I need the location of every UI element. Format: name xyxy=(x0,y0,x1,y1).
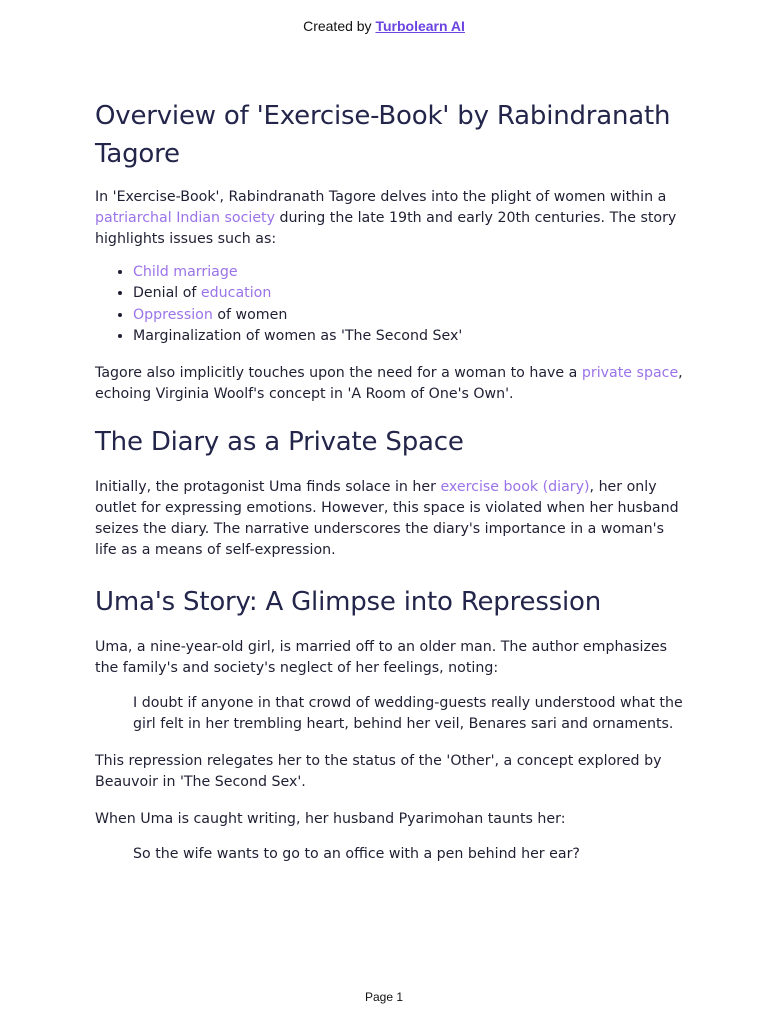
closing-paragraph xyxy=(95,363,685,405)
section-title-overview: Overview of 'Exercise-Book' by Rabindranath Tagore xyxy=(95,101,671,169)
block-quote-taunt: So the wife wants to go to an office with a pen behind her ear? xyxy=(133,846,580,863)
highlight-patriarchal-society: patriarchal Indian society xyxy=(95,210,276,226)
taunt-paragraph: When Uma is caught writing, her husband Pyarimohan taunts her: xyxy=(95,811,566,828)
diary-text-b: , her only outlet for expressing emotions. However, this space is violated when her husband seizes the diary. The narrative underscores the diary's importance in a woman's life as a means of self-expression. xyxy=(95,479,679,559)
closing-text-a: Tagore also implicitly touches upon the need for a woman to have a xyxy=(95,365,582,382)
bullet-text: of women xyxy=(212,306,288,323)
highlight-education: education xyxy=(200,285,272,302)
diary-text-a: Initially, the protagonist Uma finds solace in her xyxy=(95,479,441,496)
intro-text-b: during the late 19th and early 20th centuries. The story highlights issues such as: xyxy=(95,210,677,247)
bullet-text: Marginalization of women as 'The Second Sex' xyxy=(133,327,463,344)
highlight-exercise-book: exercise book (diary) xyxy=(440,479,590,496)
list-item xyxy=(133,305,685,326)
uma-paragraph: Uma, a nine-year-old girl, is married off to an older man. The author emphasizes the family's and society's neglect of her feelings, noting: xyxy=(95,639,668,677)
credit-prefix: Created by xyxy=(303,18,376,34)
diary-paragraph xyxy=(95,477,685,561)
list-item xyxy=(133,262,685,283)
document-body xyxy=(95,95,685,865)
list-item xyxy=(133,326,685,347)
highlight-child-marriage: Child marriage xyxy=(133,264,238,280)
credit-line xyxy=(0,18,768,34)
highlight-private-space: private space xyxy=(581,365,679,382)
section-title-diary: The Diary as a Private Space xyxy=(95,427,464,458)
intro-text-a: In 'Exercise-Book', Rabindranath Tagore delves into the plight of women within a xyxy=(95,189,667,205)
highlight-oppression: Oppression xyxy=(133,306,213,323)
section-title-uma-story: Uma's Story: A Glimpse into Repression xyxy=(95,587,602,618)
repression-paragraph: This repression relegates her to the status of the 'Other', a concept explored by Beauvoir in 'The Second Sex'. xyxy=(95,753,662,791)
closing-text-b: , echoing Virginia Woolf's concept in 'A Room of One's Own'. xyxy=(95,365,683,403)
issues-list xyxy=(95,262,685,347)
list-item xyxy=(133,283,685,304)
block-quote-wedding: I doubt if anyone in that crowd of wedding-guests really understood what the girl felt in her trembling heart, behind her veil, Benares sari and ornaments. xyxy=(133,695,683,733)
bullet-text: Denial of xyxy=(133,285,201,302)
intro-paragraph xyxy=(95,187,685,250)
page-number: Page 1 xyxy=(364,990,404,1004)
turbolearn-link[interactable]: Turbolearn AI xyxy=(375,18,465,34)
